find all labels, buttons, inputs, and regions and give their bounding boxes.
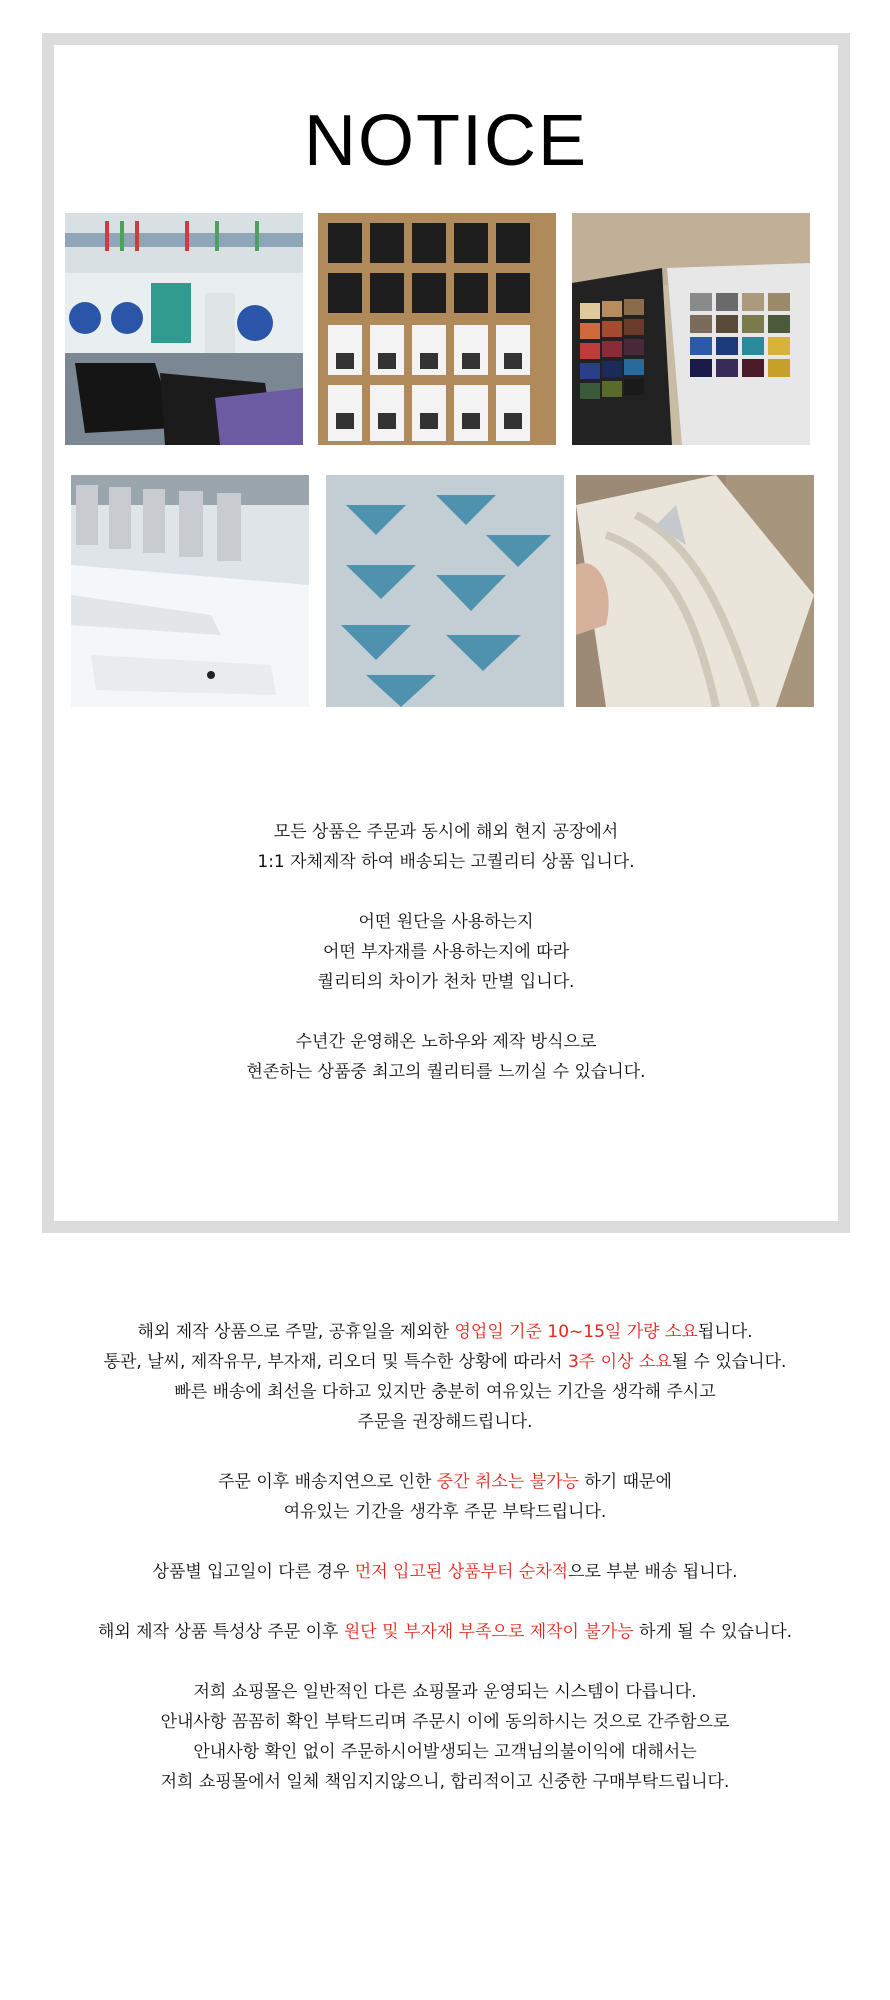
policy-text-span: 주문 이후 배송지연으로 인한 bbox=[218, 1472, 437, 1492]
intro-paragraph-2 bbox=[54, 907, 838, 997]
intro-line: 현존하는 상품중 최고의 퀄리티를 느끼실 수 있습니다. bbox=[246, 1062, 646, 1082]
policy-text-span: 상품별 입고일이 다른 경우 bbox=[152, 1562, 355, 1582]
policy-highlight: 먼저 입고된 상품부터 순차적 bbox=[354, 1562, 569, 1582]
policy-text-span: 됩니다. bbox=[697, 1322, 753, 1342]
label-tags-photo bbox=[318, 213, 556, 445]
policy-line bbox=[0, 1467, 890, 1497]
fabric-swatch-photo bbox=[572, 213, 810, 445]
intro-line: 수년간 운영해온 노하우와 제작 방식으로 bbox=[295, 1032, 597, 1052]
policy-highlight: 원단 및 부자재 부족으로 제작이 불가능 bbox=[343, 1622, 634, 1642]
intro-line: 어떤 원단을 사용하는지 bbox=[358, 912, 534, 932]
policy-highlight: 중간 취소는 불가능 bbox=[436, 1472, 579, 1492]
policy-text-span: 해외 제작 상품으로 주말, 공휴일을 제외한 bbox=[137, 1322, 455, 1342]
policy-paragraph-disclaimer bbox=[0, 1677, 890, 1797]
intro-line: 모든 상품은 주문과 동시에 해외 현지 공장에서 bbox=[273, 822, 619, 842]
policy-line bbox=[0, 1347, 890, 1377]
intro-line: 어떤 부자재를 사용하는지에 따라 bbox=[322, 942, 570, 962]
policy-line bbox=[0, 1317, 890, 1347]
policy-line: 저희 쇼핑몰은 일반적인 다른 쇼핑몰과 운영되는 시스템이 다릅니다. bbox=[193, 1682, 697, 1702]
intro-line: 퀄리티의 차이가 천차 만별 입니다. bbox=[317, 972, 575, 992]
policy-text-span: 통관, 날씨, 제작유무, 부자재, 리오더 및 특수한 상황에 따라서 bbox=[103, 1352, 568, 1372]
policy-line: 저희 쇼핑몰에서 일체 책임지지않으니, 합리적이고 신중한 구매부탁드립니다. bbox=[160, 1772, 730, 1792]
shirt-embroidery-photo bbox=[71, 475, 309, 707]
policy-line: 빠른 배송에 최선을 다하고 있지만 충분히 여유있는 기간을 생각해 주시고 bbox=[174, 1382, 716, 1402]
policy-highlight: 3주 이상 소요 bbox=[567, 1352, 672, 1372]
policy-line: 안내사항 확인 없이 주문하시어발생되는 고객님의불이익에 대해서는 bbox=[193, 1742, 697, 1762]
policy-text-span: 해외 제작 상품 특성상 주문 이후 bbox=[97, 1622, 344, 1642]
zipper-photo bbox=[576, 475, 814, 707]
notice-box bbox=[42, 33, 850, 1233]
policy-line: 주문을 권장해드립니다. bbox=[357, 1412, 533, 1432]
policy-line: 여유있는 기간을 생각후 주문 부탁드립니다. bbox=[283, 1502, 607, 1522]
intro-text bbox=[54, 817, 838, 1117]
policy-text-span: 하기 때문에 bbox=[578, 1472, 672, 1492]
policy-text-span: 될 수 있습니다. bbox=[671, 1352, 787, 1372]
embroidery-machine-photo bbox=[65, 213, 303, 445]
intro-paragraph-1 bbox=[54, 817, 838, 877]
prada-patch-photo bbox=[326, 475, 564, 707]
policy-line bbox=[0, 1617, 890, 1647]
policy-paragraph-partial bbox=[0, 1557, 890, 1587]
policy-text-span: 하게 될 수 있습니다. bbox=[633, 1622, 793, 1642]
policy-highlight: 영업일 기준 10~15일 가량 소요 bbox=[454, 1322, 698, 1342]
policy-line bbox=[0, 1557, 890, 1587]
policy-line: 안내사항 꼼꼼히 확인 부탁드리며 주문시 이에 동의하시는 것으로 간주함으로 bbox=[160, 1712, 730, 1732]
policy-paragraph-cancel bbox=[0, 1467, 890, 1527]
policy-text-span: 으로 부분 배송 됩니다. bbox=[568, 1562, 738, 1582]
intro-paragraph-3 bbox=[54, 1027, 838, 1087]
policy-paragraph-shortage bbox=[0, 1617, 890, 1647]
policy-paragraph-delivery bbox=[0, 1317, 890, 1437]
policy-text bbox=[0, 1317, 890, 1827]
intro-line: 1:1 자체제작 하여 배송되는 고퀄리티 상품 입니다. bbox=[257, 852, 635, 872]
notice-title: NOTICE bbox=[303, 101, 588, 181]
